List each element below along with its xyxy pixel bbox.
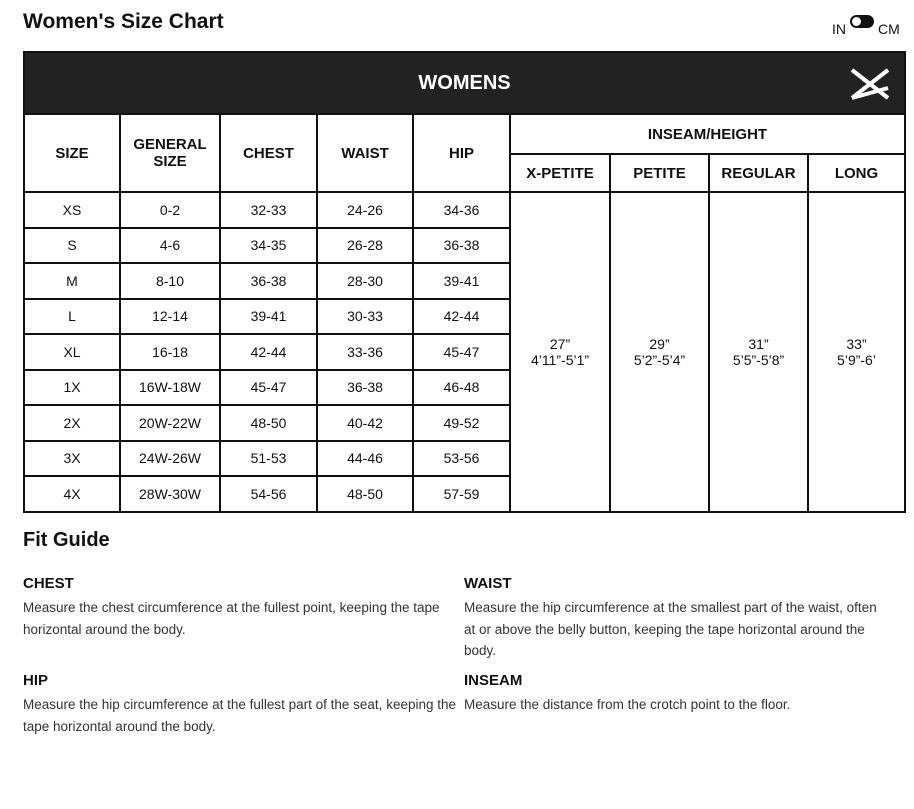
switch-knob (852, 17, 861, 26)
cell-hip: 45-47 (413, 334, 510, 370)
banner-title: WOMENS (418, 71, 511, 94)
cell-general: 20W-22W (120, 405, 220, 441)
cell-size: M (24, 263, 120, 299)
cell-general: 4-6 (120, 228, 220, 264)
cell-waist: 33-36 (317, 334, 413, 370)
cell-size: 2X (24, 405, 120, 441)
cell-size: XS (24, 192, 120, 228)
cell-waist: 30-33 (317, 299, 413, 335)
size-chart-table (23, 51, 906, 513)
guide-inseam-text: Measure the distance from the crotch point to the floor. (464, 697, 791, 712)
cell-chest: 42-44 (220, 334, 317, 370)
cell-chest: 54-56 (220, 476, 317, 512)
guide-hip (23, 672, 463, 737)
cell-waist: 40-42 (317, 405, 413, 441)
header-regular: REGULAR (709, 154, 808, 192)
cell-waist: 44-46 (317, 441, 413, 477)
guide-chest-text: Measure the chest circumference at the fullest point, keeping the tape horizontal around the body. (23, 600, 440, 637)
cell-general: 28W-30W (120, 476, 220, 512)
cell-hip: 46-48 (413, 370, 510, 406)
guide-inseam (464, 672, 884, 716)
cell-chest: 45-47 (220, 370, 317, 406)
unit-cm-label: CM (878, 21, 900, 37)
cell-size: L (24, 299, 120, 335)
cell-general: 12-14 (120, 299, 220, 335)
x-petite-height: 4’11”-5’1” (530, 351, 590, 368)
cell-hip: 53-56 (413, 441, 510, 477)
unit-switch[interactable] (850, 15, 874, 28)
petite-inseam: 29” (649, 335, 670, 352)
header-size: SIZE (24, 114, 120, 192)
header-inseam-height: INSEAM/HEIGHT (510, 114, 905, 154)
cell-long (808, 192, 905, 512)
cell-waist: 26-28 (317, 228, 413, 264)
cell-chest: 34-35 (220, 228, 317, 264)
guide-hip-heading: HIP (23, 672, 49, 689)
cell-hip: 36-38 (413, 228, 510, 264)
cell-hip: 57-59 (413, 476, 510, 512)
regular-height: 5’5”-5’8” (732, 351, 785, 368)
table-row (24, 192, 905, 228)
cell-chest: 39-41 (220, 299, 317, 335)
cell-general: 16-18 (120, 334, 220, 370)
cell-size: 4X (24, 476, 120, 512)
cell-hip: 49-52 (413, 405, 510, 441)
guide-hip-text: Measure the hip circumference at the fullest part of the seat, keeping the tape horizontal around the body. (23, 697, 456, 734)
cell-chest: 36-38 (220, 263, 317, 299)
cell-petite (610, 192, 709, 512)
header-hip: HIP (413, 114, 510, 192)
cell-general: 0-2 (120, 192, 220, 228)
header-general-size: GENERAL SIZE (120, 114, 220, 192)
fit-guide-title: Fit Guide (23, 529, 110, 551)
header-x-petite: X-PETITE (510, 154, 610, 192)
long-height: 5’9”-6’ (837, 351, 876, 368)
guide-inseam-heading: INSEAM (464, 672, 523, 689)
cell-waist: 48-50 (317, 476, 413, 512)
cell-size: 3X (24, 441, 120, 477)
header-petite: PETITE (610, 154, 709, 192)
cell-size: 1X (24, 370, 120, 406)
cell-x-petite (510, 192, 610, 512)
regular-inseam: 31” (748, 335, 769, 352)
cell-chest: 32-33 (220, 192, 317, 228)
header-long: LONG (808, 154, 905, 192)
guide-waist-text: Measure the hip circumference at the smallest part of the waist, often at or above the belly button, keeping the tape horizontal around the body. (464, 600, 877, 658)
cell-regular (709, 192, 808, 512)
cell-general: 8-10 (120, 263, 220, 299)
cell-waist: 36-38 (317, 370, 413, 406)
cell-chest: 51-53 (220, 441, 317, 477)
cell-hip: 42-44 (413, 299, 510, 335)
header-waist: WAIST (317, 114, 413, 192)
cell-waist: 24-26 (317, 192, 413, 228)
brand-x-logo-icon (848, 66, 892, 102)
guide-chest (23, 575, 463, 640)
page-title: Women's Size Chart (23, 10, 224, 33)
cell-general: 16W-18W (120, 370, 220, 406)
cell-size: XL (24, 334, 120, 370)
cell-chest: 48-50 (220, 405, 317, 441)
cell-size: S (24, 228, 120, 264)
cell-general: 24W-26W (120, 441, 220, 477)
petite-height: 5’2”-5’4” (633, 351, 686, 368)
guide-waist-heading: WAIST (464, 575, 512, 592)
table-banner (24, 52, 905, 114)
cell-waist: 28-30 (317, 263, 413, 299)
x-petite-inseam: 27” (549, 335, 571, 352)
unit-in-label: IN (832, 21, 846, 37)
unit-toggle[interactable] (832, 15, 908, 39)
guide-waist (464, 575, 884, 662)
header-chest: CHEST (220, 114, 317, 192)
cell-hip: 34-36 (413, 192, 510, 228)
guide-chest-heading: CHEST (23, 575, 74, 592)
cell-hip: 39-41 (413, 263, 510, 299)
long-inseam: 33” (846, 335, 867, 352)
